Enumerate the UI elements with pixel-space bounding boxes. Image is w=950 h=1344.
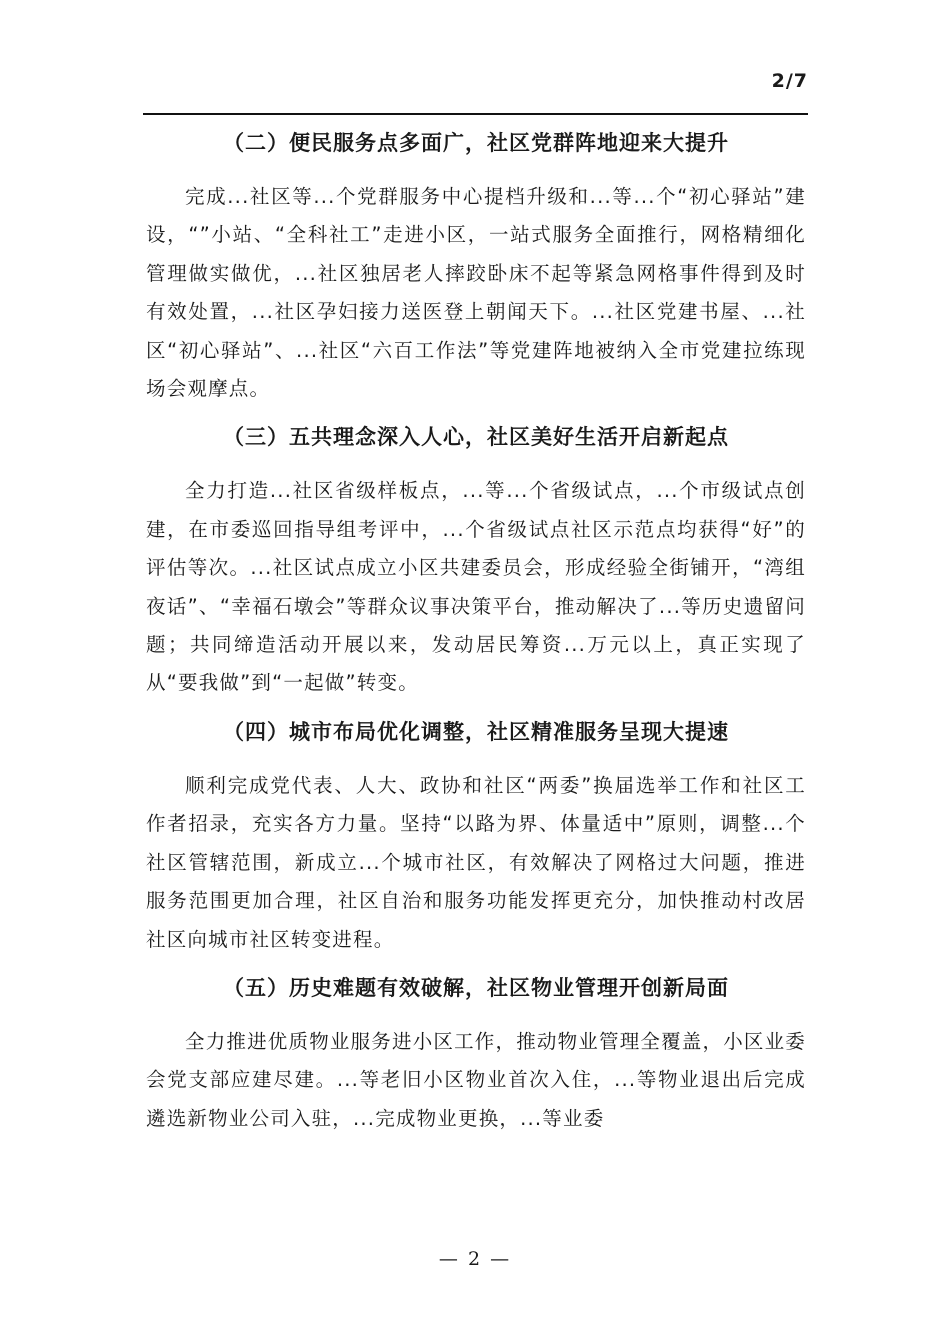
section-2: [146, 128, 806, 408]
section-heading: （三）五共理念深入人心，社区美好生活开启新起点: [223, 425, 729, 450]
section-heading: （五）历史难题有效破解，社区物业管理开创新局面: [223, 975, 729, 1000]
section-paragraph: 顺利完成党代表、人大、政协和社区“两委”换届选举工作和社区工作者招录，充实各方力量。坚持“以路为界、体量适中”原则，调整...个社区管辖范围，新成立...个城市社区，有效解决了网格过大问题，推进服务范围更加合理，社区自治和服务功能发挥更充分，加快推动村改居社区向城市社区转变进程。: [146, 773, 806, 951]
section-4: [146, 717, 806, 959]
section-3: [146, 422, 806, 702]
page-number: — 2 —: [438, 1248, 512, 1270]
section-heading: （四）城市布局优化调整，社区精准服务呈现大提速: [223, 719, 729, 744]
section-paragraph: 完成...社区等...个党群服务中心提档升级和...等...个“初心驿站”建设，“”小站、“全科社工”走进小区，一站式服务全面推行，网格精细化管理做实做优，...社区独居老人摔跤卧床不起等紧急网格事件得到及时有效处置，...社区孕妇接力送医登上朝闻天下。...社区党建书屋、...社区“初心驿站”、...社区“六百工作法”等党建阵地被纳入全市党建拉练现场会观摩点。: [146, 185, 806, 401]
section-5: [146, 973, 806, 1138]
header-divider: [143, 113, 808, 115]
section-paragraph: 全力推进优质物业服务进小区工作，推动物业管理全覆盖，小区业委会党支部应建尽建。...等老旧小区物业首次入住，...等物业退出后完成遴选新物业公司入驻，...完成物业更换，...等业委: [146, 1029, 807, 1130]
page-counter: 2/7: [771, 70, 808, 92]
document-body: [146, 122, 806, 1152]
section-paragraph: 全力打造...社区省级样板点，...等...个省级试点，...个市级试点创建，在市委巡回指导组考评中，...个省级试点社区示范点均获得“好”的评估等次。...社区试点成立小区共建委员会，形成经验全街铺开，“湾组夜话”、“幸福石墩会”等群众议事决策平台，推动解决了...等历史遗留问题；共同缔造活动开展以来，发动居民筹资...万元以上，真正实现了从“要我做”到“一起做”转变。: [146, 479, 806, 695]
section-heading: （二）便民服务点多面广，社区党群阵地迎来大提升: [223, 131, 729, 155]
